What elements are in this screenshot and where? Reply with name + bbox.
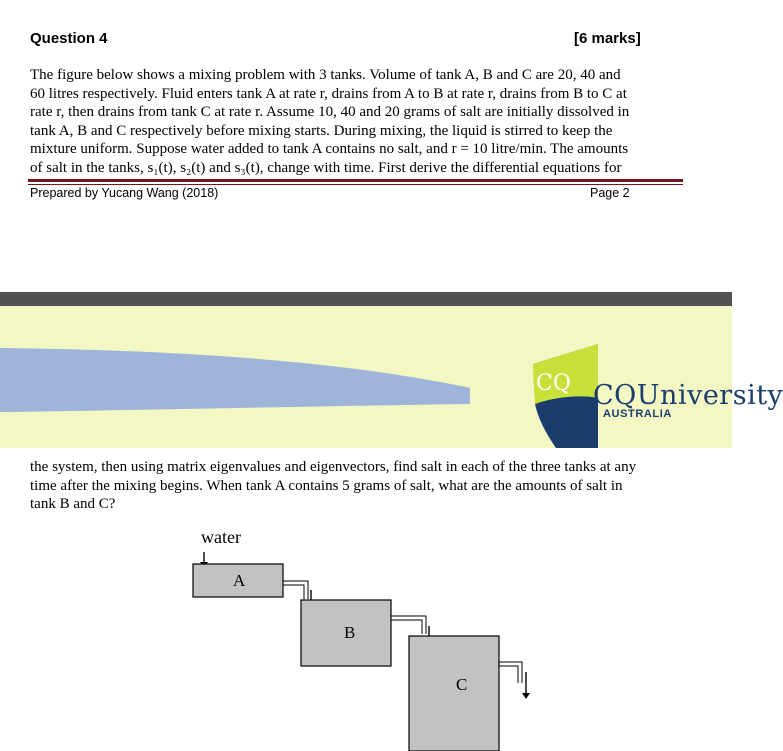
paragraph-1-line: 60 litres respectively. Fluid enters tank A at rate r, drains from A to B at rate r, drains from B to C at xyxy=(30,85,627,102)
tank-c-label: C xyxy=(456,675,468,694)
paragraph-2-line: time after the mixing begins. When tank A contains 5 grams of salt, what are the amounts of salt in xyxy=(30,477,623,494)
question-title: Question 4 xyxy=(30,30,108,47)
paragraph-1-line: mixture uniform. Suppose water added to tank A contains no salt, and r = 10 litre/min. The amounts xyxy=(30,141,629,158)
tank-b-label: B xyxy=(344,623,356,642)
header-banner xyxy=(0,306,732,448)
pipe-c-outflow xyxy=(499,662,530,699)
page-break-bar xyxy=(0,292,732,306)
logo-wordmark: CQUniversity xyxy=(593,380,783,411)
tank-c xyxy=(409,636,499,751)
paragraph-1-line: The figure below shows a mixing problem with 3 tanks. Volume of tank A, B and C are 20, 40 and xyxy=(30,67,621,83)
question-paragraph-1 xyxy=(30,66,690,178)
tank-b xyxy=(301,600,391,666)
water-label: water xyxy=(201,527,241,547)
paragraph-2-line: tank B and C? xyxy=(30,496,116,513)
footer-rule-thin xyxy=(28,184,683,185)
footer-page-number: Page 2 xyxy=(590,186,630,200)
footer-prepared-by: Prepared by Yucang Wang (2018) xyxy=(30,186,219,200)
tank-a xyxy=(193,564,283,597)
footer-rule-thick xyxy=(28,179,683,182)
question-paragraph-2 xyxy=(30,458,690,514)
paragraph-1-line: rate r, then drains from tank C at rate r. Assume 10, 40 and 20 grams of salt are initially dissolved in xyxy=(30,104,630,121)
mixing-tanks-diagram xyxy=(180,522,540,751)
paragraph-2-line: the system, then using matrix eigenvalues and eigenvectors, find salt in each of the three tanks at any xyxy=(30,459,637,475)
svg-text:CQ: CQ xyxy=(536,371,571,396)
question-marks: [6 marks] xyxy=(574,30,641,47)
paragraph-1-line: tank A, B and C respectively before mixing starts. During mixing, the liquid is stirred to keep the xyxy=(30,122,613,139)
paragraph-1-line: of salt in the tanks, s₁(t), s₂(t) and s₃(t), change with time. First derive the differential equations for xyxy=(30,159,622,176)
logo-subtitle: AUSTRALIA xyxy=(603,408,672,420)
tank-a-label: A xyxy=(233,571,246,590)
